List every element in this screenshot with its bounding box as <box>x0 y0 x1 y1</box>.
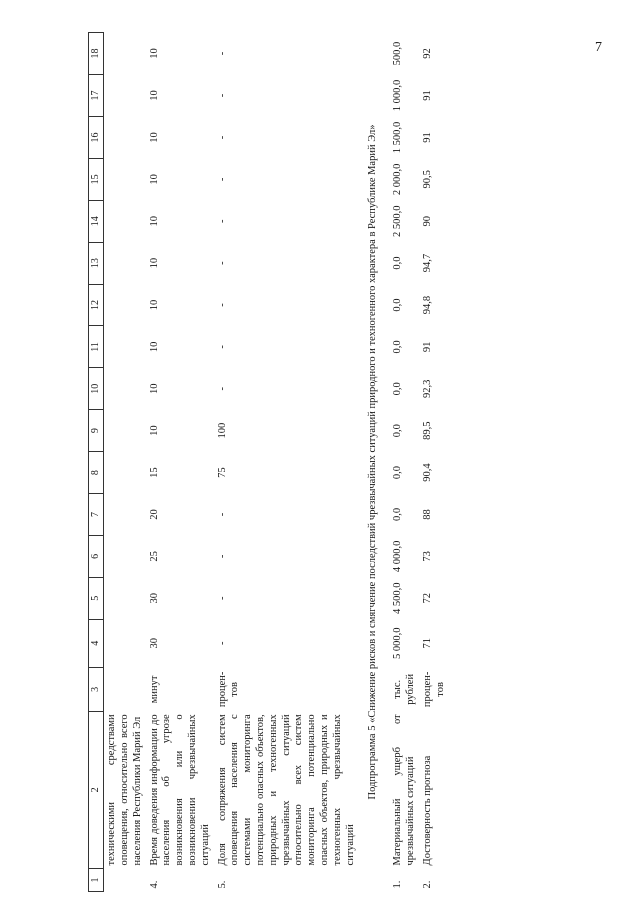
table-row <box>215 33 360 892</box>
value-cell: - <box>216 177 228 182</box>
value-cell: 30 <box>148 638 160 649</box>
value-cell: 10 <box>148 299 160 311</box>
column-number-cell: 8 <box>89 452 104 494</box>
indicator-name: Достоверность прогноза <box>421 755 433 866</box>
unit-cell: минут <box>148 675 160 704</box>
column-number-cell: 15 <box>89 158 104 200</box>
value-cell <box>104 158 147 200</box>
value-cell: 500,0 <box>392 41 404 66</box>
row-index: 2. <box>421 880 433 889</box>
value-cell: 0,0 <box>392 382 404 396</box>
value-cell: 75 <box>216 467 228 478</box>
page-number: 7 <box>595 40 602 55</box>
value-cell <box>104 619 147 667</box>
row-index: 1. <box>392 880 404 889</box>
row-index: 5. <box>216 880 228 889</box>
value-cell: - <box>216 51 228 56</box>
value-cell: 4 000,0 <box>392 540 404 573</box>
value-cell: 91 <box>421 90 433 101</box>
row-index: 4. <box>148 880 160 889</box>
value-cell: 2 500,0 <box>392 205 404 237</box>
column-number-cell: 3 <box>89 667 104 711</box>
indicator-name: Доля сопряжения систем оповещения населения с системами мониторинга потенциально опасных объектов, природных и техногенных чрезвычайных ситуаций относительно всех систем мониторинга потенциально опасных объектов, природных и техногенных чрезвычайных ситуаций <box>216 714 356 866</box>
value-cell: 10 <box>148 132 160 143</box>
table-row <box>420 33 450 892</box>
table-row <box>104 33 147 892</box>
value-cell: 10 <box>148 48 160 59</box>
table-row <box>147 33 215 892</box>
indicator-name: Время доведения информации до населения об угрозе возникновения или о возникновении чрезвычайных ситуаций <box>148 714 211 866</box>
value-cell <box>104 368 147 410</box>
value-cell <box>104 535 147 577</box>
column-number-cell: 13 <box>89 242 104 284</box>
value-cell: - <box>216 219 228 223</box>
value-cell <box>104 33 147 75</box>
value-cell: 92 <box>421 48 433 59</box>
value-cell: 72 <box>421 592 433 604</box>
value-cell: 88 <box>421 509 433 520</box>
value-cell: 10 <box>148 215 160 227</box>
column-number-cell: 6 <box>89 535 104 577</box>
value-cell: 10 <box>148 174 160 185</box>
value-cell: 73 <box>421 551 433 562</box>
value-cell: - <box>216 261 228 265</box>
value-cell: 91 <box>421 341 433 353</box>
table-row <box>390 33 420 892</box>
unit-cell <box>104 667 147 711</box>
value-cell: - <box>216 554 228 559</box>
value-cell: 0,0 <box>392 507 404 522</box>
column-number-cell: 12 <box>89 284 104 326</box>
column-number-cell: 14 <box>89 200 104 242</box>
value-cell: 94,8 <box>421 295 433 315</box>
value-cell: 10 <box>148 341 160 353</box>
value-cell: 91 <box>421 132 433 143</box>
value-cell: 0,0 <box>392 424 404 438</box>
row-index <box>104 868 147 891</box>
value-cell: - <box>216 387 228 391</box>
value-cell: 5 000,0 <box>392 627 404 660</box>
value-cell: 0,0 <box>392 340 404 354</box>
value-cell: - <box>216 303 228 307</box>
value-cell: - <box>216 512 228 517</box>
subprogram-row <box>359 33 390 892</box>
value-cell <box>104 284 147 326</box>
value-cell: 25 <box>148 551 160 562</box>
value-cell <box>104 200 147 242</box>
value-cell: 90 <box>421 215 433 227</box>
value-cell: 2 000,0 <box>392 163 404 196</box>
column-number-cell: 5 <box>89 577 104 619</box>
indicator-name: Материальный ущерб от чрезвычайных ситуаций <box>392 714 416 866</box>
column-number-cell: 16 <box>89 116 104 158</box>
value-cell: - <box>216 641 228 646</box>
unit-cell: процен-тов <box>216 671 241 708</box>
value-cell <box>104 116 147 158</box>
value-cell: 89,5 <box>421 421 433 440</box>
value-cell: 10 <box>148 383 160 395</box>
value-cell: 90,4 <box>421 463 433 482</box>
column-number-cell: 2 <box>89 711 104 868</box>
value-cell: 15 <box>148 467 160 478</box>
value-cell: 10 <box>148 90 160 101</box>
indicator-name: техническими средствами оповещения, относительно всего населения Республики Марий Эл <box>106 714 143 866</box>
value-cell: 0,0 <box>392 256 404 270</box>
table-body <box>89 33 450 892</box>
value-cell: - <box>216 93 228 98</box>
value-cell: 0,0 <box>392 298 404 312</box>
unit-cell: тыс. рублей <box>392 673 416 705</box>
column-number-cell: 11 <box>89 326 104 368</box>
value-cell: 10 <box>148 425 160 436</box>
value-cell: 92,3 <box>421 379 433 398</box>
column-number-cell: 7 <box>89 494 104 536</box>
value-cell <box>104 494 147 536</box>
value-cell <box>104 577 147 619</box>
value-cell <box>104 410 147 452</box>
value-cell: 100 <box>216 422 228 439</box>
column-number-cell: 4 <box>89 619 104 667</box>
column-number-cell: 17 <box>89 75 104 117</box>
value-cell: 94,7 <box>421 253 433 273</box>
value-cell <box>104 452 147 494</box>
value-cell: 30 <box>148 592 160 604</box>
value-cell: 10 <box>148 257 160 269</box>
value-cell: 0,0 <box>392 466 404 480</box>
column-number-cell: 18 <box>89 33 104 75</box>
column-number-cell: 10 <box>89 368 104 410</box>
value-cell <box>104 242 147 284</box>
value-cell: 1 500,0 <box>392 121 404 154</box>
value-cell: 1 000,0 <box>392 79 404 112</box>
subprogram-title: Подпрограмма 5 «Снижение рисков и смягчение последствий чрезвычайных ситуаций природного и техногенного характера в Республике Марий Эл» <box>367 124 379 800</box>
column-number-row <box>89 33 104 892</box>
value-cell: - <box>216 345 228 349</box>
value-cell: - <box>216 596 228 600</box>
value-cell: 4 500,0 <box>392 582 404 614</box>
value-cell: 20 <box>148 509 160 520</box>
value-cell <box>104 326 147 368</box>
value-cell: 71 <box>421 638 433 649</box>
value-cell: - <box>216 135 228 140</box>
rotated-table-sheet <box>88 32 568 892</box>
value-cell <box>104 75 147 117</box>
column-number-cell: 1 <box>89 868 104 891</box>
value-cell: 90,5 <box>421 170 433 189</box>
indicators-table <box>88 32 449 892</box>
unit-cell: процен-тов <box>421 671 446 708</box>
column-number-cell: 9 <box>89 410 104 452</box>
